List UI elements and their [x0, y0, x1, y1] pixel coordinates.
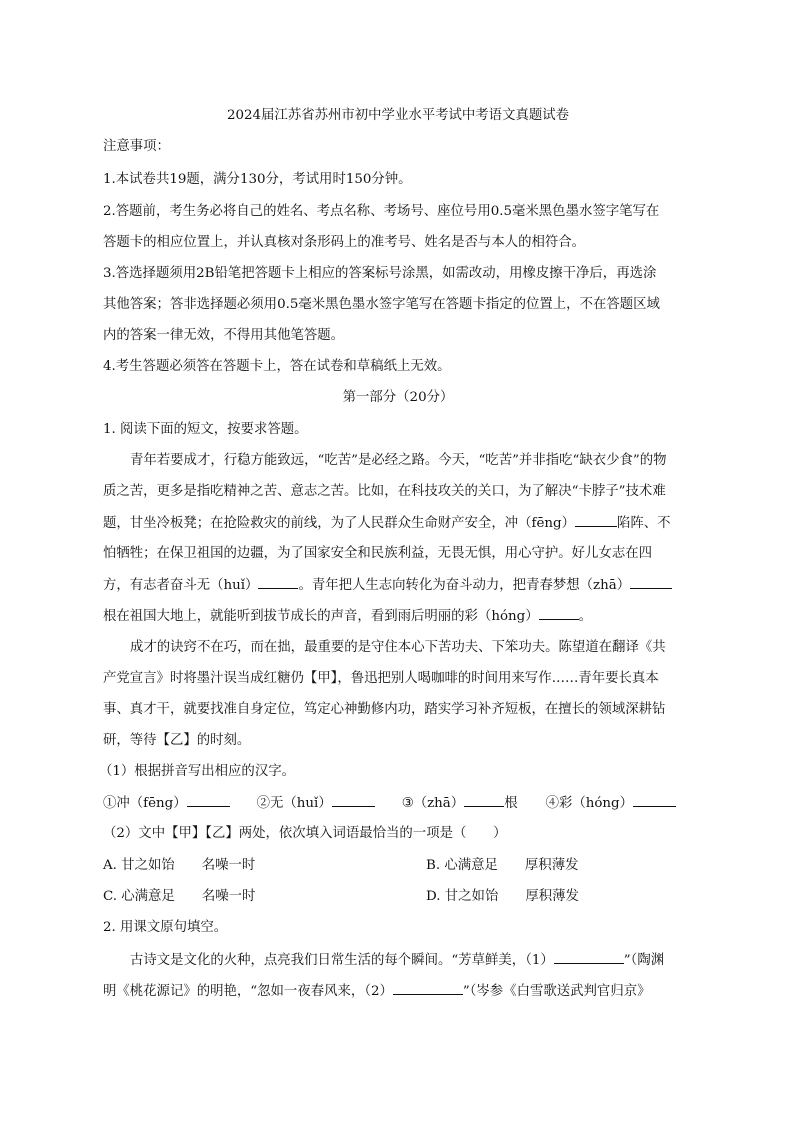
passage-paragraph-2-line-3: 事、真才干，就要找准自身定位，笃定心神勤修内功，踏实学习补齐短板，在擅长的领域深耕钻: [103, 702, 666, 717]
note-3-line-2: 其他答案；答非选择题必须用0.5毫米黑色墨水签字笔写在答题卡指定的位置上，不在答题区域: [103, 297, 660, 312]
option-d-word-1: D. 甘之如饴: [426, 889, 499, 904]
notes-heading: 注意事项：: [103, 139, 170, 154]
passage-text: 根在祖国大地上，就能听到拔节成长的声音，看到雨后明丽的彩（hóng）: [103, 609, 539, 624]
answer-blank-hong[interactable]: [539, 605, 579, 620]
answer-blank-q2-1[interactable]: [554, 949, 624, 964]
note-2-line-2: 答题卡的相应位置上，并认真核对条形码上的准考号、姓名是否与本人的相符合。: [103, 235, 586, 250]
option-a-word-1: A. 甘之如饴: [103, 858, 175, 873]
option-c[interactable]: [103, 886, 255, 908]
pinyin-fill-row: [103, 792, 676, 814]
passage-text: 。青年把人生志向转化为奋斗动力，把青春梦想（zhā）: [298, 578, 631, 593]
pinyin-item-3-suffix: 根: [504, 796, 518, 811]
passage-paragraph-1-line-5: [103, 574, 672, 596]
answer-blank-hui[interactable]: [258, 574, 298, 589]
note-4: 4.考生答题必须答在答题卡上，答在试卷和草稿纸上无效。: [103, 359, 451, 374]
passage-paragraph-1-line-6: [103, 605, 592, 627]
passage-text: ”（陶渊: [623, 953, 665, 968]
sub-question-2: （2）文中【甲】【乙】两处，依次填入词语最恰当的一项是（ ）: [103, 826, 507, 841]
passage-paragraph-2-line-2: 产党宣言》时将墨汁误当成红糖仍【甲】，鲁迅把别人喝咖啡的时间用来写作……青年要长真本: [103, 671, 659, 686]
answer-blank-3[interactable]: [464, 792, 504, 807]
note-3-line-3: 内的答案一律无效，不得用其他笔答题。: [103, 328, 345, 343]
option-b-word-2: 厚积薄发: [524, 858, 579, 873]
option-c-word-2: 名噪一时: [201, 889, 256, 904]
pinyin-item-3: ③（zhā）: [401, 796, 465, 811]
passage-paragraph-1-line-2: 质之苦，更多是指吃精神之苦、意志之苦。比如，在科技攻关的关口，为了解决“卡脖子”技术难: [103, 484, 666, 499]
option-d-word-2: 厚积薄发: [525, 889, 579, 904]
passage-paragraph-2-line-1: 成才的诀窍不在巧，而在拙，最重要的是守住本心下苦功夫、下笨功夫。陈望道在翻译《共: [130, 640, 666, 655]
answer-blank-zha[interactable]: [630, 574, 672, 589]
passage-paragraph-1-line-4: 怕牺牲；在保卫祖国的边疆，为了国家安全和民族利益，无畏无惧，用心守护。好儿女志在四: [103, 546, 653, 561]
answer-blank-2[interactable]: [332, 792, 375, 807]
pinyin-item-4: ④彩（hóng）: [545, 796, 634, 811]
passage-text: 方，有志者奋斗无（huǐ）: [103, 578, 259, 593]
passage-paragraph-1-line-3: [103, 512, 671, 534]
question-1-stem: 1. 阅读下面的短文，按要求答题。: [103, 422, 308, 437]
passage-text: 题，甘坐冷板凳；在抢险救灾的前线，为了人民群众生命财产安全，冲（fēng）: [103, 516, 575, 531]
passage-text: 明《桃花源记》的明艳，“忽如一夜春风来，（2）: [103, 984, 393, 999]
passage-text: 陷阵、不: [616, 516, 671, 531]
option-a[interactable]: [103, 855, 255, 877]
note-1: 1.本试卷共19题，满分130分，考试用时150分钟。: [103, 172, 412, 187]
passage-text: 。: [578, 609, 592, 624]
answer-blank-4[interactable]: [633, 792, 676, 807]
sub-question-1: （1）根据拼音写出相应的汉字。: [99, 764, 295, 779]
question-2-stem: 2. 用课文原句填空。: [103, 920, 228, 935]
question-2-line-2: [103, 980, 651, 1002]
pinyin-item-2: ②无（huǐ）: [256, 796, 332, 811]
answer-blank-feng[interactable]: [575, 512, 617, 527]
note-2-line-1: 2.答题前，考生务必将自己的姓名、考点名称、考场号、座位号用0.5毫米黑色墨水签字笔写在: [103, 204, 660, 219]
option-c-word-1: C. 心满意足: [103, 889, 175, 904]
note-3-line-1: 3.答选择题须用2B铅笔把答题卡上相应的答案标号涂黑，如需改动，用橡皮擦干净后，再选涂: [103, 266, 657, 281]
passage-paragraph-2-line-4: 研，等待【乙】的时刻。: [103, 733, 251, 748]
part-one-heading: 第一部分（20分）: [342, 390, 454, 405]
option-b[interactable]: [426, 855, 578, 877]
pinyin-item-1: ①冲（fēng）: [103, 796, 187, 811]
question-2-line-1: [103, 949, 664, 971]
option-a-word-2: 名噪一时: [201, 858, 256, 873]
passage-text: 古诗文是文化的火种，点亮我们日常生活的每个瞬间。“芳草鲜美，（1）: [130, 953, 554, 968]
option-b-word-1: B. 心满意足: [426, 858, 498, 873]
page-title: 2024届江苏省苏州市初中学业水平考试中考语文真题试卷: [226, 108, 570, 123]
answer-blank-1[interactable]: [187, 792, 230, 807]
answer-blank-q2-2[interactable]: [393, 980, 463, 995]
option-d[interactable]: [426, 886, 579, 908]
passage-text: ”（岑参《白雪歌送武判官归京》: [462, 984, 651, 999]
passage-paragraph-1-line-1: 青年若要成才，行稳方能致远，“吃苦”是必经之路。今天，“吃苦”并非指吃“缺衣少食”的物: [130, 453, 667, 468]
